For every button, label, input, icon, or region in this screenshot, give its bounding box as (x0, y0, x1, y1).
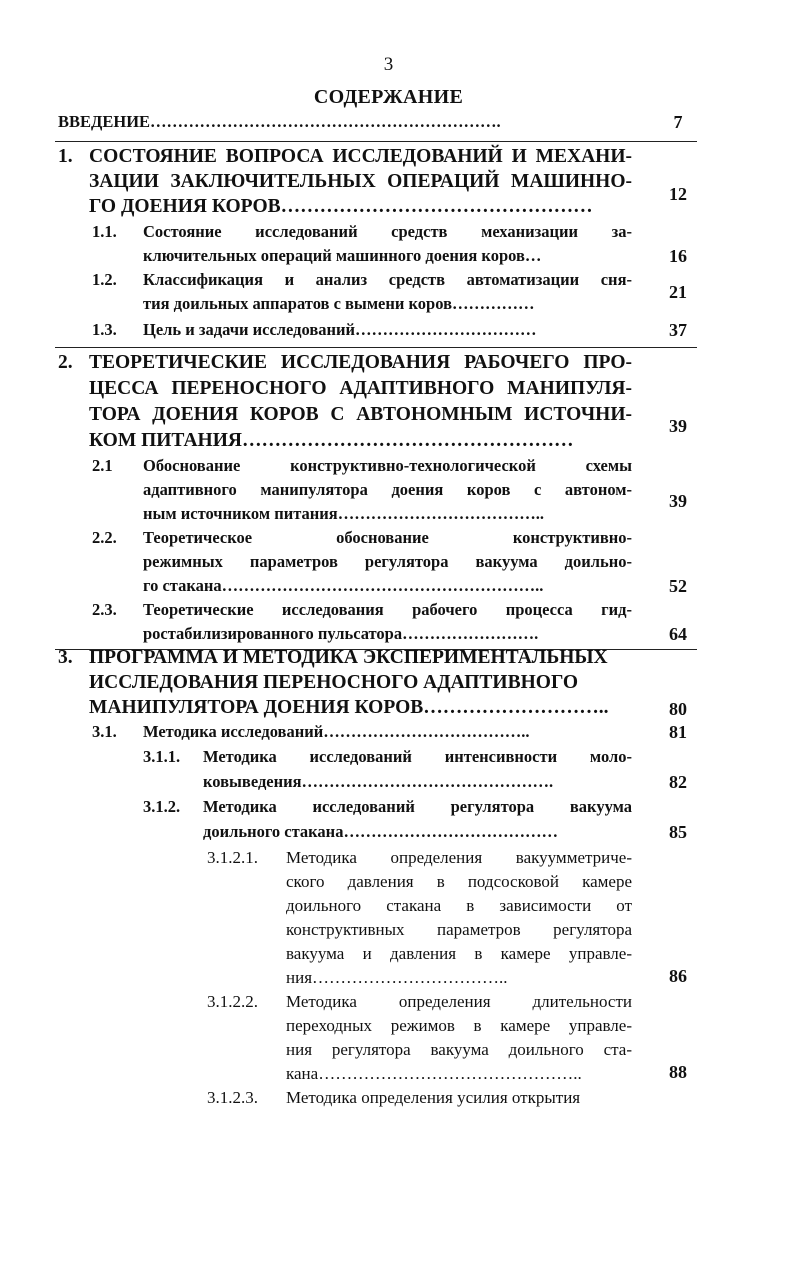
toc-page: 88 (669, 1062, 687, 1082)
toc-page: 16 (669, 246, 687, 266)
toc-page: 37 (669, 320, 687, 340)
toc-line: Методика исследований интенсивности моло- (203, 747, 632, 766)
toc-number: 1.2. (92, 270, 117, 289)
toc-line: ЗАЦИИ ЗАКЛЮЧИТЕЛЬНЫХ ОПЕРАЦИЙ МАШИННО- (89, 171, 632, 192)
toc-number: 1.3. (92, 320, 117, 339)
toc-line: Методика определения длительности (286, 992, 632, 1011)
toc-line: переходных режимов в камере управле- (286, 1016, 632, 1035)
toc-line: вакуума и давления в камере управле- (286, 944, 632, 963)
toc-title: СОДЕРЖАНИЕ (313, 86, 464, 108)
toc-number: 1.1. (92, 222, 117, 241)
toc-line: тия доильных аппаратов с вымени коров…………… (143, 294, 535, 313)
toc-number: 3.1. (92, 722, 117, 741)
toc-page: 85 (669, 822, 687, 842)
toc-number: 2. (58, 352, 73, 373)
toc-line: Методика определения вакуумметриче- (286, 848, 632, 867)
divider (55, 141, 697, 142)
toc-line: Методика исследований регулятора вакуума (203, 797, 632, 816)
toc-line: ПРОГРАММА И МЕТОДИКА ЭКСПЕРИМЕНТАЛЬНЫХ (89, 647, 608, 668)
toc-number: 2.1 (92, 456, 113, 475)
toc-number: 2.3. (92, 600, 117, 619)
toc-page: 81 (669, 722, 687, 742)
toc-number: 1. (58, 146, 73, 167)
toc-line: ИССЛЕДОВАНИЯ ПЕРЕНОСНОГО АДАПТИВНОГО (89, 672, 579, 693)
toc-number: 3.1.2.1. (207, 848, 258, 867)
toc-line: кана……………………………………….. (286, 1064, 582, 1083)
page-number: 3 (383, 54, 394, 75)
toc-page: 52 (669, 576, 687, 596)
toc-line: КОМ ПИТАНИЯ…………………………………………… (89, 430, 574, 451)
toc-line: ТЕОРЕТИЧЕСКИЕ ИССЛЕДОВАНИЯ РАБОЧЕГО ПРО- (89, 352, 632, 373)
toc-page: 39 (669, 491, 687, 511)
toc-line: ТОРА ДОЕНИЯ КОРОВ С АВТОНОМНЫМ ИСТОЧНИ- (89, 404, 632, 425)
toc-line: Состояние исследований средств механизации за- (143, 222, 632, 241)
toc-line: ковыведения………………………………………. (203, 772, 554, 791)
toc-line: адаптивного манипулятора доения коров с автоном- (143, 480, 632, 499)
toc-number: 3.1.2.2. (207, 992, 258, 1011)
toc-line: Классификация и анализ средств автоматизации сня- (143, 270, 632, 289)
toc-page: 80 (669, 699, 687, 719)
toc-line: Методика исследований……………………………….. (143, 722, 530, 741)
toc-line: конструктивных параметров регулятора (286, 920, 632, 939)
toc-line: ния регулятора вакуума доильного ста- (286, 1040, 632, 1059)
toc-page: 12 (669, 184, 687, 204)
toc-line: ского давления в подсосковой камере (286, 872, 632, 891)
toc-line: Обоснование конструктивно-технологической схемы (143, 456, 632, 475)
toc-page: 86 (669, 966, 687, 986)
toc-number: 3.1.2. (143, 797, 181, 816)
toc-page-intro: 7 (673, 112, 683, 132)
toc-page: 82 (669, 772, 687, 792)
toc-page: 64 (669, 624, 687, 644)
toc-line: ным источником питания……………………………….. (143, 504, 544, 523)
toc-number: 3.1.2.3. (207, 1088, 258, 1107)
toc-line: СОСТОЯНИЕ ВОПРОСА ИССЛЕДОВАНИЙ И МЕХАНИ- (89, 146, 632, 167)
toc-number: 2.2. (92, 528, 117, 547)
toc-number: 3.1.1. (143, 747, 181, 766)
toc-page: 39 (669, 416, 687, 436)
toc-line: Теоретическое обоснование конструктивно- (143, 528, 632, 547)
toc-line: режимных параметров регулятора вакуума доильно- (143, 552, 632, 571)
divider (55, 347, 697, 348)
toc-page: 21 (669, 282, 687, 302)
toc-line: доильного стакана в зависимости от (286, 896, 632, 915)
toc-line: Теоретические исследования рабочего процесса гид- (143, 600, 632, 619)
toc-line: ния…………………………….. (286, 968, 508, 987)
toc-line: ГО ДОЕНИЯ КОРОВ………………………………………… (89, 196, 593, 217)
toc-entry-intro: ВВЕДЕНИЕ………………………………………………………. (58, 112, 501, 131)
toc-number: 3. (58, 647, 73, 668)
toc-line: доильного стакана………………………………… (203, 822, 558, 841)
toc-line: ключительных операций машинного доения коров… (143, 246, 542, 265)
toc-line: ростабилизированного пульсатора……………………. (143, 624, 539, 643)
toc-line: Цель и задачи исследований…………………………… (143, 320, 537, 339)
toc-line: ЦЕССА ПЕРЕНОСНОГО АДАПТИВНОГО МАНИПУЛЯ- (89, 378, 632, 399)
toc-line: Методика определения усилия открытия (286, 1088, 581, 1107)
toc-line: го стакана………………………………………………….. (143, 576, 544, 595)
toc-line: МАНИПУЛЯТОРА ДОЕНИЯ КОРОВ……………………….. (89, 697, 609, 718)
